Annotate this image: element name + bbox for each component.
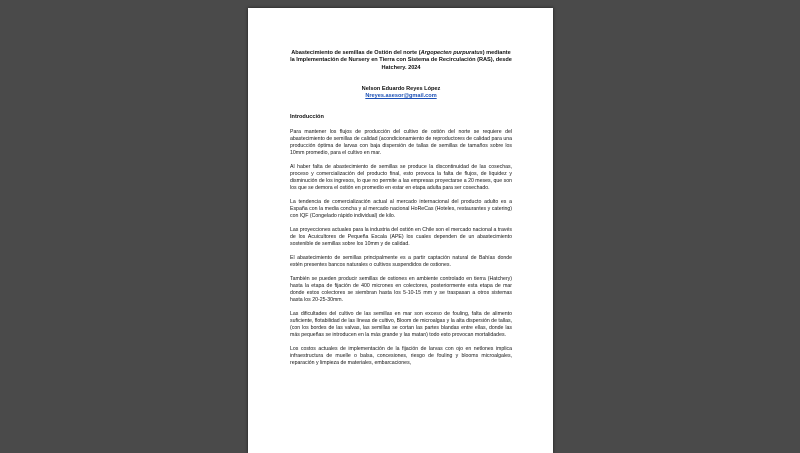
- title-species-name: Argopecten purpuratus: [420, 50, 483, 56]
- document-title: [290, 50, 512, 72]
- title-text-start: Abastecimiento de semillas de Ostión del norte (: [291, 50, 421, 56]
- paragraph: Para mantener los flujos de producción del cultivo de ostión del norte se requiere del abastecimiento de semillas de calidad (acondicionamiento de reproductores de calidad para una producción óptima de larvas con baja dispersión de tallas de semillas de tamaños sobre los 10mm promedio, para el cultivo en mar.: [290, 129, 512, 156]
- section-heading: Introducción: [290, 114, 324, 121]
- paragraph: Al haber falta de abastecimiento de semillas se produce la discontinuidad de las cosechas, proceso y comercialización del producto final, esto provoca la falta de flujos, de liquidez y disminución de los ingresos, lo que no permite a las empresas proyectarse a 20 meses, que son los que se demora el ostión en promedio en estar en etapa adulta para ser cosechado.: [290, 164, 512, 191]
- document-content: [290, 50, 512, 374]
- author-name: Nelson Eduardo Reyes López: [361, 86, 441, 93]
- paragraph: Los costos actuales de implementación de la fijación de larvas con ojo en netlones implica infraestructura de muelle o balsa, concesiones, riesgo de fouling y blooms microalgales, reparación y limpieza de materiales, embarcaciones,: [290, 346, 512, 366]
- author-email-link[interactable]: Nreyes.asesor@gmail.com: [365, 93, 437, 100]
- paragraph: También se pueden producir semillas de ostiones en ambiente controlado en tierra (Hatchery) hasta la etapa de fijación de 400 micrones en colectores, posteriormente esta etapa de mar donde estos colectores se siembran hasta los 5-10-15 mm y se traspasan a otros sistemas hasta los 20-25-30mm.: [290, 276, 512, 303]
- paragraph: El abastecimiento de semillas principalmente es a partir captación natural de Bahías donde estén presentes bancos naturales o cultivos suspendidos de ostiones.: [290, 255, 512, 268]
- paragraph: Las proyecciones actuales para la industria del ostión en Chile son el mercado nacional a través de los Acuicultores de Pequeña Escala (APE) los cuales dependen de un abastecimiento sostenible de semillas sobre los 10mm y de calidad.: [290, 227, 512, 247]
- title-text-end: ) mediante la Implementación de Nursery en Tierra con Sistema de Recirculación (RAS), desde Hatchery. 2024: [290, 50, 512, 71]
- paragraph: La tendencia de comercialización actual al mercado internacional del producto adulto es a España con la media concha y al mercado nacional HoReCas (Hoteles, restaurantes y catering) con IQF (Congelado rápido individual) de kilo.: [290, 199, 512, 219]
- paragraph: Las dificultades del cultivo de las semillas en mar son exceso de fouling, falta de alimento suficiente, flotabilidad de las líneas de cultivo, Bloom de microalgas y la alta dispersión de tallas, (con los bordes de las valvas, las semillas se cortan las partes blandas entre ellas, donde las más pequeñas se introducen en la más grande y las matan) todo esto provocan mortalidades.: [290, 311, 512, 338]
- document-page: [248, 8, 553, 453]
